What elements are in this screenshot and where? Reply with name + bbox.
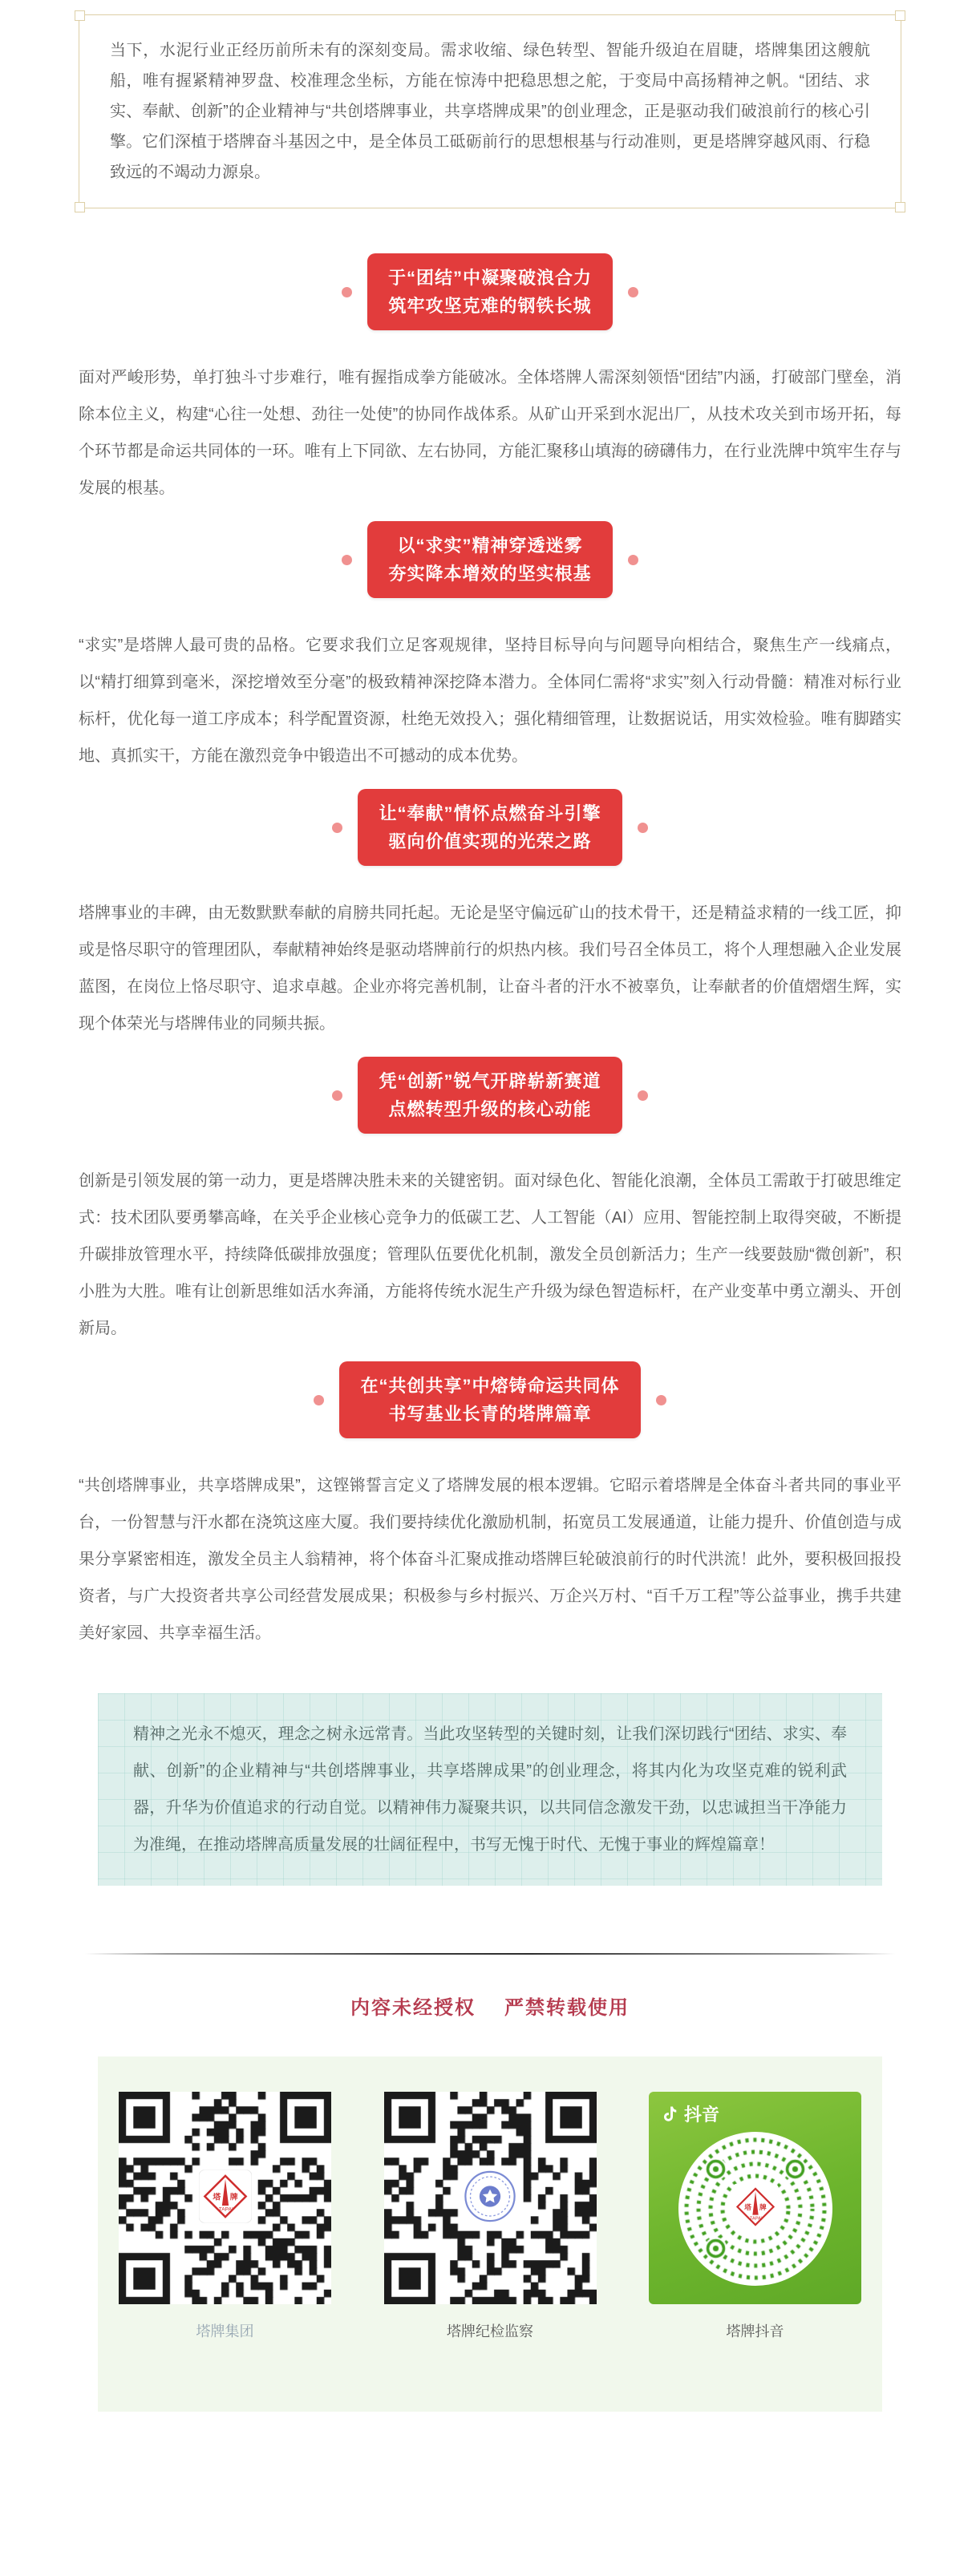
divider-line [85, 1953, 895, 1955]
section-paragraph: 面对严峻形势，单打独斗寸步难行，唯有握指成拳方能破冰。全体塔牌人需深刻领悟“团结”内涵，打破部门壁垒，消除本位主义，构建“心往一处想、劲往一处使”的协同作战体系。从矿山开采到水泥出厂，从技术攻关到市场开拓，每个环节都是命运共同体的一环。唯有上下同欲、左右协同，方能汇聚移山填海的磅礴伟力，在行业洗牌中筑牢生存与发展的根基。 [79, 369, 901, 497]
frame-corner-icon [895, 10, 905, 21]
douyin-header [660, 2101, 719, 2126]
section-shared-success [0, 1361, 980, 1652]
copyright-part1: 内容未经授权 [350, 1997, 476, 2019]
banner-title-line2: 夯实降本增效的坚实根基 [388, 564, 592, 584]
section-pragmatism [0, 521, 980, 774]
frame-corner-icon [895, 202, 905, 212]
banner-title-line2: 点燃转型升级的核心动能 [388, 1099, 592, 1119]
banner-dot-left-icon [332, 1090, 342, 1101]
tapai-diamond-logo-icon [732, 2183, 779, 2234]
frame-corner-icon [75, 202, 85, 212]
banner-title-line1: 让“奉献”情怀点燃奋斗引擎 [379, 803, 601, 823]
section-banner-row [0, 1361, 980, 1438]
section-dedication [0, 789, 980, 1042]
copyright-part2: 严禁转载使用 [504, 1997, 630, 2019]
section-paragraph: 塔牌事业的丰碑，由无数默默奉献的肩膀共同托起。无论是坚守偏远矿山的技术骨干，还是精益求精的一线工匠，抑或是恪尽职守的管理团队，奉献精神始终是驱动塔牌前行的炽热内核。我们号召全体员工，将个人理想融入企业发展蓝图，在岗位上恪尽职守、追求卓越。企业亦将完善机制，让奋斗者的汗水不被辜负，让奉献者的价值熠熠生辉，实现个体荣光与塔牌伟业的同频共振。 [79, 904, 901, 1033]
banner-title-line2: 书写基业长青的塔牌篇章 [388, 1404, 592, 1424]
banner-title-line1: 在“共创共享”中熔铸命运共同体 [360, 1376, 620, 1396]
qr-item-douyin [649, 2092, 861, 2341]
section-innovation [0, 1057, 980, 1347]
conclusion-paragraph: 精神之光永不熄灭，理念之树永远常青。当此攻坚转型的关键时刻，让我们深切践行“团结、求实、奉献、创新”的企业精神与“共创塔牌事业，共享塔牌成果”的创业理念，将其内化为攻坚克难的锐利武器，升华为价值追求的行动自觉。以精神伟力凝聚共识，以共同信念激发干劲，以忠诚担当干净能力为准绳，在推动塔牌高质量发展的壮阔征程中，书写无愧于时代、无愧于事业的辉煌篇章！ [133, 1725, 847, 1854]
douyin-badge-label: 抖音 [684, 2105, 720, 2125]
douyin-note-icon [660, 2105, 679, 2124]
conclusion-box [98, 1693, 882, 1886]
section-banner-row [0, 521, 980, 598]
qr-item-discipline [384, 2092, 597, 2341]
banner-dot-left-icon [314, 1395, 324, 1405]
svg-text:塔: 塔 [743, 2202, 751, 2211]
copyright-notice [0, 1992, 980, 2020]
banner-title-line2: 筑牢攻坚克难的钢铁长城 [388, 296, 592, 316]
section-banner-row [0, 789, 980, 866]
qr-code-tapai-group[interactable] [119, 2092, 331, 2304]
qr-row [119, 2092, 861, 2341]
qr-label-tapai-group: 塔牌集团 [196, 2323, 254, 2339]
banner-title-line2: 驱向价值实现的光荣之路 [388, 831, 592, 851]
qr-code-discipline[interactable] [384, 2092, 597, 2304]
banner-dot-right-icon [628, 287, 638, 297]
svg-text:牌: 牌 [759, 2202, 767, 2211]
intro-paragraph: 当下，水泥行业正经历前所未有的深刻变局。需求收缩、绿色转型、智能升级迫在眉睫，塔牌集团这艘航船，唯有握紧精神罗盘、校准理念坐标，方能在惊涛中把稳思想之舵，于变局中高扬精神之帆。“团结、求实、奉献、创新”的企业精神与“共创塔牌事业，共享塔牌成果”的创业理念，正是驱动我们破浪前行的核心引擎。它们深植于塔牌奋斗基因之中，是全体员工砥砺前行的思想根基与行动准则，更是塔牌穿越风雨、行稳致远的不竭动力源泉。 [110, 42, 870, 181]
svg-text:TAPAI: TAPAI [749, 2216, 763, 2222]
section-title-banner [367, 521, 612, 598]
qr-item-tapai-group [119, 2092, 331, 2341]
banner-dot-right-icon [638, 823, 648, 833]
frame-corner-icon [75, 10, 85, 21]
douyin-qr-circle [678, 2132, 832, 2286]
banner-dot-left-icon [342, 555, 352, 565]
section-unity [0, 253, 980, 507]
blue-emblem-logo-icon [462, 2168, 518, 2228]
banner-title-line1: 于“团结”中凝聚破浪合力 [387, 268, 592, 288]
section-paragraph: 创新是引领发展的第一动力，更是塔牌决胜未来的关键密钥。面对绿色化、智能化浪潮，全体员工需敢于打破思维定式：技术团队要勇攀高峰，在关乎企业核心竞争力的低碳工艺、人工智能（AI）应用、智能控制上取得突破，不断提升碳排放管理水平，持续降低碳排放强度；管理队伍要优化机制，激发全员创新活力；生产一线要鼓励“微创新”，积小胜为大胜。唯有让创新思维如活水奔涌，方能将传统水泥生产升级为绿色智造标杆，在产业变革中勇立潮头、开创新局。 [79, 1172, 901, 1337]
tapai-diamond-logo-icon [199, 2170, 252, 2226]
section-banner-row [0, 253, 980, 330]
section-title-banner [339, 1361, 640, 1438]
section-title-banner [367, 253, 613, 330]
section-banner-row [0, 1057, 980, 1134]
section-paragraph: “共创塔牌事业，共享塔牌成果”，这铿锵誓言定义了塔牌发展的根本逻辑。它昭示着塔牌是全体奋斗者共同的事业平台，一份智慧与汗水都在浇筑这座大厦。我们要持续优化激励机制，拓宽员工发展通道，让能力提升、价值创造与成果分享紧密相连，激发全员主人翁精神，将个体奋斗汇聚成推动塔牌巨轮破浪前行的时代洪流！此外，要积极回报投资者，与广大投资者共享公司经营发展成果；积极参与乡村振兴、万企兴万村、“百千万工程”等公益事业，携手共建美好家园、共享幸福生活。 [79, 1477, 901, 1642]
banner-title-line1: 凭“创新”锐气开辟崭新赛道 [379, 1071, 601, 1091]
qr-label-discipline: 塔牌纪检监察 [447, 2323, 533, 2339]
qr-section [98, 2056, 882, 2412]
banner-dot-left-icon [342, 287, 352, 297]
section-title-banner [358, 1057, 622, 1134]
section-title-banner [358, 789, 622, 866]
qr-label-douyin: 塔牌抖音 [726, 2323, 784, 2339]
qr-code-douyin[interactable] [649, 2092, 861, 2304]
section-paragraph: “求实”是塔牌人最可贵的品格。它要求我们立足客观规律，坚持目标导向与问题导向相结合，聚焦生产一线痛点，以“精打细算到毫米，深挖增效至分毫”的极致精神深挖降本潜力。全体同仁需将“求实”刻入行动骨髓：精准对标行业标杆，优化每一道工序成本；科学配置资源，杜绝无效投入；强化精细管理，让数据说话，用实效检验。唯有脚踏实地、真抓实干，方能在激烈竞争中锻造出不可撼动的成本优势。 [79, 637, 901, 765]
banner-dot-right-icon [656, 1395, 666, 1405]
banner-dot-right-icon [638, 1090, 648, 1101]
banner-dot-right-icon [628, 555, 638, 565]
svg-text:塔: 塔 [212, 2193, 221, 2202]
banner-dot-left-icon [332, 823, 342, 833]
intro-quote-box [79, 14, 901, 208]
banner-title-line1: 以“求实”精神穿透迷雾 [397, 536, 583, 556]
svg-text:牌: 牌 [229, 2193, 238, 2202]
svg-text:TAPAI: TAPAI [218, 2206, 233, 2213]
